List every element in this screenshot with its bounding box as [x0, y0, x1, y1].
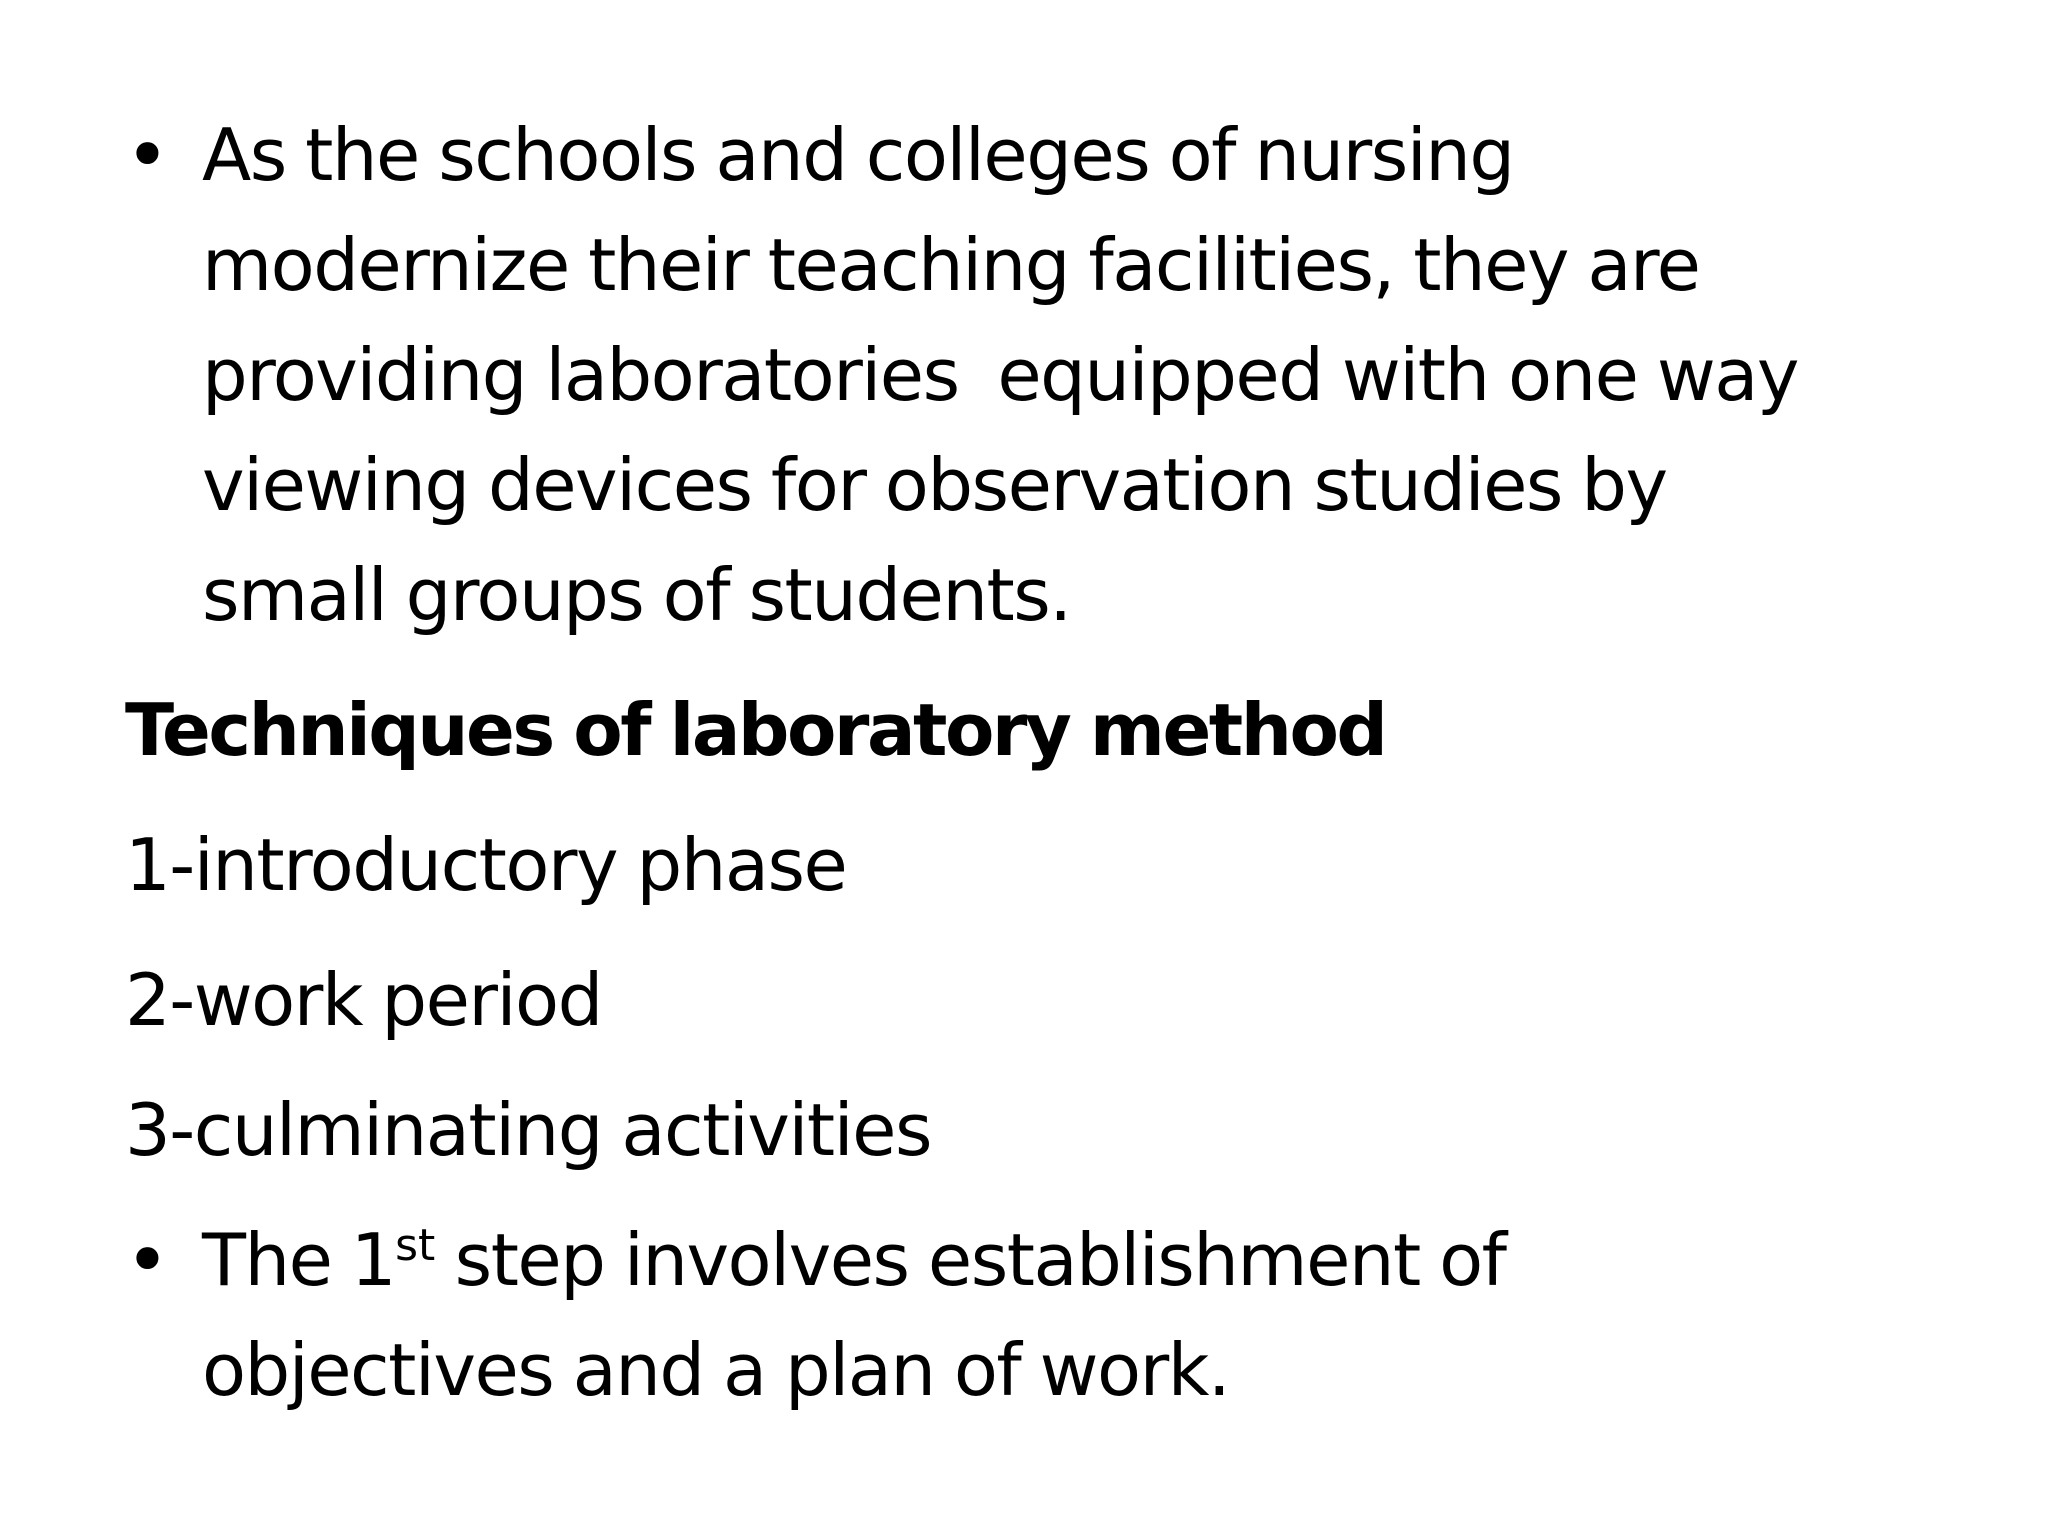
text-line: viewing devices for observation studies by [202, 443, 1667, 527]
section-heading: Techniques of laboratory method [125, 688, 1386, 772]
text-fragment: step involves establishment of [435, 1218, 1506, 1302]
text-fragment: The 1 [202, 1218, 396, 1302]
text-line: modernize their teaching facilities, they are [202, 223, 1700, 307]
phase-item-culminating: 3-culminating activities [125, 1088, 931, 1172]
phase-item-work-period: 2-work period [125, 958, 602, 1042]
bullet-paragraph-laboratories [125, 100, 1985, 650]
bullet-marker: • [125, 110, 168, 199]
ordinal-superscript: st [395, 1220, 436, 1271]
text-line: objectives and a plan of work. [202, 1328, 1230, 1412]
text-line: small groups of students. [202, 553, 1071, 637]
bullet-text [202, 100, 1985, 650]
bullet-paragraph-first-step [125, 1205, 1985, 1425]
text-line: providing laboratories equipped with one way [202, 333, 1798, 417]
text-line [202, 1205, 1985, 1315]
phase-item-introductory: 1-introductory phase [125, 823, 847, 907]
bullet-marker: • [125, 1215, 168, 1304]
text-line: As the schools and colleges of nursing [202, 113, 1514, 197]
bullet-text [202, 1205, 1985, 1425]
